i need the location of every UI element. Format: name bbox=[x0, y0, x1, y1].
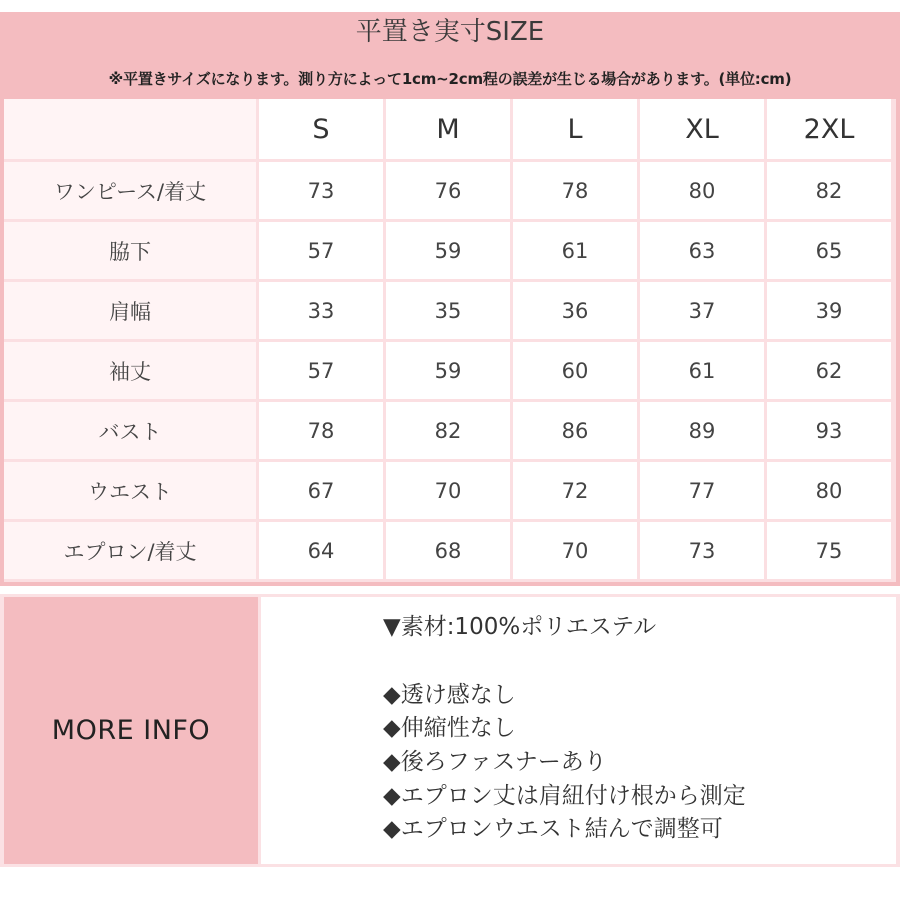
table-cell: 82 bbox=[767, 162, 891, 219]
table-cell: 36 bbox=[513, 282, 637, 339]
row-label-dress-length: ワンピース/着丈 bbox=[4, 162, 256, 219]
measurement-note: ※平置きサイズになります。測り方によって1cm~2cm程の誤差が生じる場合があります。(単位:cm) bbox=[108, 70, 792, 88]
table-cell: 77 bbox=[640, 462, 764, 519]
table-cell: 70 bbox=[386, 462, 510, 519]
table-cell: 61 bbox=[640, 342, 764, 399]
table-cell: 37 bbox=[640, 282, 764, 339]
row-label-sleeve-length: 袖丈 bbox=[4, 342, 256, 399]
table-cell: 93 bbox=[767, 402, 891, 459]
row-label-armpit: 脇下 bbox=[4, 222, 256, 279]
table-cell: 78 bbox=[513, 162, 637, 219]
table-cell: 63 bbox=[640, 222, 764, 279]
table-cell: 80 bbox=[640, 162, 764, 219]
table-cell: 57 bbox=[259, 222, 383, 279]
table-cell: 78 bbox=[259, 402, 383, 459]
table-cell: 62 bbox=[767, 342, 891, 399]
feature-item: ◆エプロンウエスト結んで調整可 bbox=[383, 816, 723, 842]
row-label-bust: バスト bbox=[4, 402, 256, 459]
table-cell: 67 bbox=[259, 462, 383, 519]
size-table bbox=[4, 99, 896, 582]
size-header-xl: XL bbox=[640, 99, 764, 159]
table-cell: 72 bbox=[513, 462, 637, 519]
feature-item: ◆透け感なし bbox=[383, 682, 516, 708]
material-line: ▼素材:100%ポリエステル bbox=[383, 614, 657, 640]
table-cell: 68 bbox=[386, 522, 510, 579]
feature-item: ◆エプロン丈は肩紐付け根から測定 bbox=[383, 783, 746, 809]
table-cell: 73 bbox=[259, 162, 383, 219]
table-cell: 80 bbox=[767, 462, 891, 519]
table-cell: 61 bbox=[513, 222, 637, 279]
table-cell: 57 bbox=[259, 342, 383, 399]
size-header-2xl: 2XL bbox=[767, 99, 891, 159]
table-cell: 75 bbox=[767, 522, 891, 579]
table-cell: 86 bbox=[513, 402, 637, 459]
table-cell: 59 bbox=[386, 222, 510, 279]
row-label-shoulder-width: 肩幅 bbox=[4, 282, 256, 339]
size-header-l: L bbox=[513, 99, 637, 159]
table-corner-cell bbox=[4, 99, 256, 159]
row-label-apron-length: エプロン/着丈 bbox=[4, 522, 256, 579]
size-header-s: S bbox=[259, 99, 383, 159]
table-cell: 35 bbox=[386, 282, 510, 339]
table-cell: 76 bbox=[386, 162, 510, 219]
table-cell: 64 bbox=[259, 522, 383, 579]
table-cell: 82 bbox=[386, 402, 510, 459]
row-label-waist: ウエスト bbox=[4, 462, 256, 519]
table-cell: 33 bbox=[259, 282, 383, 339]
more-info-body bbox=[261, 597, 896, 864]
table-cell: 60 bbox=[513, 342, 637, 399]
feature-item: ◆後ろファスナーあり bbox=[383, 749, 607, 775]
feature-item: ◆伸縮性なし bbox=[383, 715, 516, 741]
more-info-label: MORE INFO bbox=[4, 597, 258, 864]
size-chart-title: 平置き実寸SIZE bbox=[355, 17, 545, 47]
table-cell: 59 bbox=[386, 342, 510, 399]
table-cell: 39 bbox=[767, 282, 891, 339]
table-cell: 70 bbox=[513, 522, 637, 579]
table-cell: 89 bbox=[640, 402, 764, 459]
table-cell: 73 bbox=[640, 522, 764, 579]
size-header-m: M bbox=[386, 99, 510, 159]
table-cell: 65 bbox=[767, 222, 891, 279]
